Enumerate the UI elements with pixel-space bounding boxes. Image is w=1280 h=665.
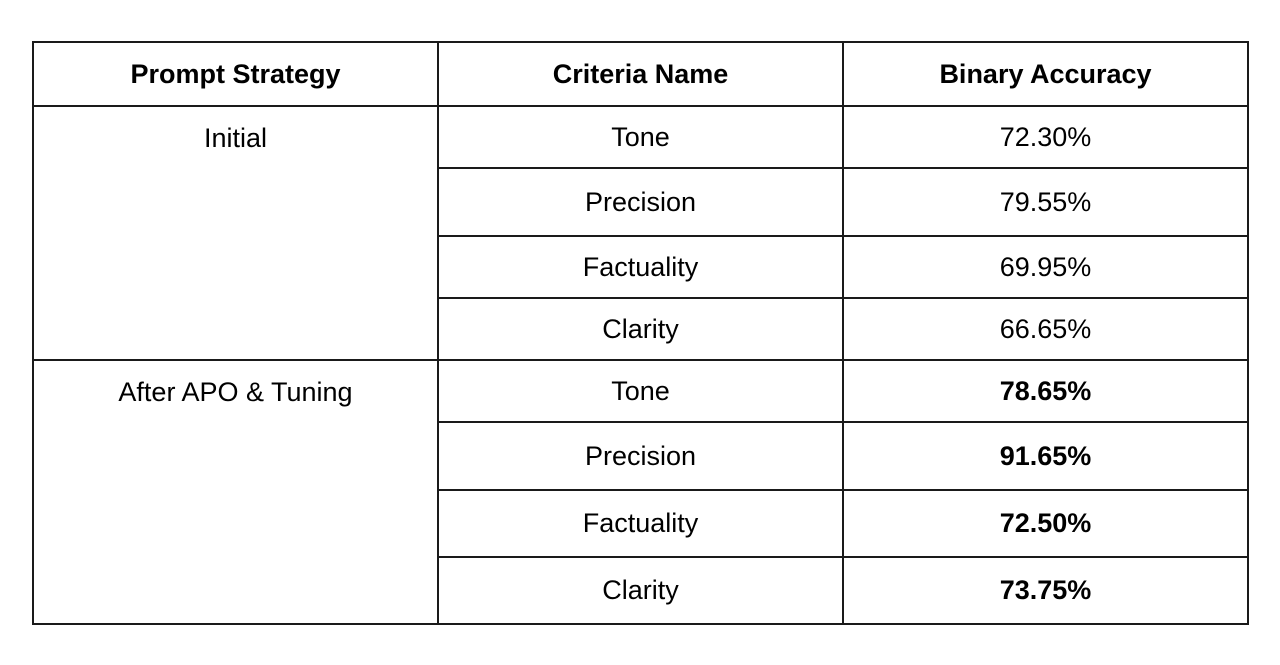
table-row <box>33 106 1248 168</box>
strategy-after-apo-tuning: After APO & Tuning <box>33 360 438 624</box>
criteria-cell: Tone <box>438 360 843 422</box>
accuracy-cell: 73.75% <box>843 557 1248 624</box>
table-row <box>33 360 1248 422</box>
header-binary-accuracy: Binary Accuracy <box>843 42 1248 106</box>
criteria-cell: Factuality <box>438 236 843 298</box>
header-prompt-strategy: Prompt Strategy <box>33 42 438 106</box>
criteria-cell: Tone <box>438 106 843 168</box>
accuracy-cell: 78.65% <box>843 360 1248 422</box>
header-row <box>33 42 1248 106</box>
accuracy-cell: 66.65% <box>843 298 1248 360</box>
strategy-initial: Initial <box>33 106 438 360</box>
criteria-cell: Clarity <box>438 298 843 360</box>
criteria-cell: Clarity <box>438 557 843 624</box>
accuracy-cell: 91.65% <box>843 422 1248 490</box>
accuracy-cell: 72.50% <box>843 490 1248 557</box>
accuracy-cell: 79.55% <box>843 168 1248 236</box>
criteria-cell: Factuality <box>438 490 843 557</box>
results-table <box>32 41 1249 625</box>
criteria-cell: Precision <box>438 422 843 490</box>
accuracy-cell: 69.95% <box>843 236 1248 298</box>
accuracy-cell: 72.30% <box>843 106 1248 168</box>
criteria-cell: Precision <box>438 168 843 236</box>
header-criteria-name: Criteria Name <box>438 42 843 106</box>
